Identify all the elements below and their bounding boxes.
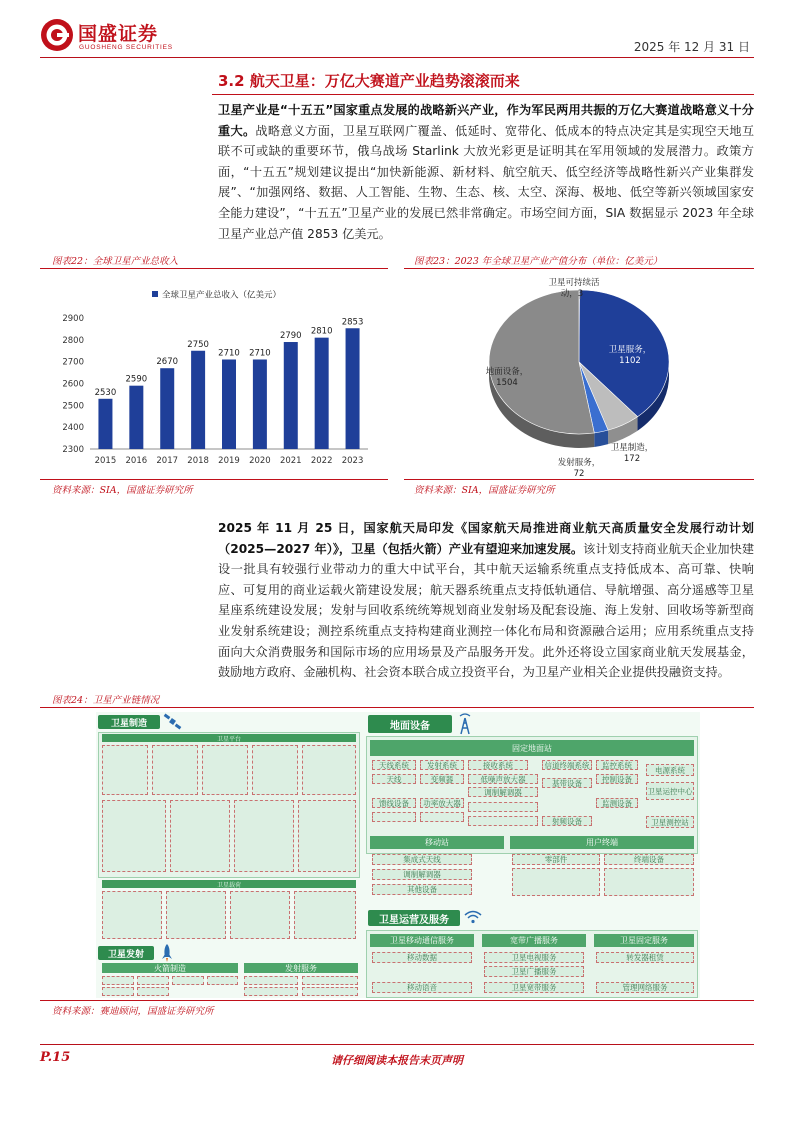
slice-label-ground: 地面设备， 1504	[485, 367, 529, 388]
bar-broadband: 宽带广播服务	[482, 934, 586, 947]
ops-cell: 卫星宽带服务	[484, 982, 584, 993]
logo-mark-icon	[40, 18, 74, 52]
y-tick-label: 2900	[62, 314, 84, 324]
sat-cell	[234, 800, 294, 872]
header-ops: 卫星运营及服务	[368, 910, 460, 926]
ground-cell: 射频设备	[542, 816, 592, 826]
y-tick-label: 2500	[62, 401, 84, 412]
figure-24-caption: 图表24：卫星产业链情况	[52, 695, 160, 706]
wifi-icon	[464, 910, 482, 924]
ops-cell: 管理网络服务	[596, 982, 694, 993]
ops-cell: 卫星广播服务	[484, 966, 584, 977]
launch-cell	[244, 987, 298, 996]
ground-cell: 监控系统	[596, 760, 638, 770]
logo-text: 国盛证券	[78, 23, 159, 45]
bar-value-label: 2853	[341, 317, 364, 328]
bar-fixed-service: 卫星固定服务	[594, 934, 694, 947]
slice-label-service: 卫星服务， 1102	[608, 345, 652, 366]
header-sat-mfg: 卫星制造	[98, 715, 160, 729]
bar	[191, 351, 205, 449]
bar-value-label: 2710	[218, 348, 240, 359]
x-tick-label: 2018	[187, 456, 209, 466]
figure-23-rule	[404, 268, 754, 269]
report-date: 2025 年 12 月 31 日	[633, 40, 750, 54]
terminal-cell	[512, 868, 600, 896]
revenue-bar-chart	[40, 272, 388, 472]
header-launch: 卫星发射	[98, 946, 154, 960]
sat-cell	[298, 800, 356, 872]
ground-cell	[420, 812, 464, 822]
slice-label-launch: 发射服务， 72	[557, 458, 601, 479]
ground-cell: 天线	[372, 774, 416, 784]
terminal-cell: 终端设备	[604, 854, 694, 865]
bar-value-label: 2530	[94, 387, 117, 398]
bar-launch-service: 发射服务	[244, 963, 358, 973]
sat-cell	[294, 891, 356, 939]
bar-payload: 卫星载荷	[102, 880, 356, 888]
bar	[284, 342, 298, 449]
ops-cell: 转发器租赁	[596, 952, 694, 963]
ops-cell: 卫星电视服务	[484, 952, 584, 963]
x-tick-label: 2019	[218, 456, 240, 466]
ground-cell: 功率放大器	[420, 798, 464, 808]
bar	[346, 328, 360, 449]
ground-cell	[468, 816, 538, 826]
x-tick-label: 2015	[94, 456, 117, 466]
figure-24-source: 资料来源：赛迪顾问，国盛证券研究所	[52, 1006, 214, 1017]
launch-cell	[244, 976, 298, 985]
x-tick-label: 2016	[125, 456, 148, 466]
bar-fixed-station: 固定地面站	[370, 740, 694, 756]
slice-label-manufacturing: 卫星制造， 172	[610, 443, 654, 464]
industry-chain-diagram	[96, 712, 700, 998]
y-tick-label: 2700	[62, 357, 84, 368]
ground-cell: 卫星运控中心	[646, 782, 694, 800]
satellite-icon	[164, 714, 182, 730]
sat-cell	[102, 745, 148, 795]
x-tick-label: 2017	[156, 456, 179, 466]
paragraph-body: 该计划支持商业航天企业加快建设一批具有较强行业带动力的重大中试平台，其中航天运输系统重点支持低成本、高可靠、快响应、可复用的商业运载火箭建设发展；航天器系统重点支持低轨通信、导航增强、高分遥感等卫星星座系统建设发展；发射与回收系统统筹规划商业发射场及配套设施、海上发射、回收场等新型商业发射系统建设；测控系统重点支持构建商业测控一体化布局和资源融合运用；应用系统重点支持面向大众消费服务和国际市场的应用场景及产品服务开发。此外还将设立国家商业航天发展基金，鼓励地方政府、金融机构、社会资本联合成立投资平台，为卫星产业相关企业提供投融资支持。	[218, 541, 755, 680]
y-tick-label: 2300	[62, 445, 84, 455]
terminal-cell	[604, 868, 694, 896]
x-tick-label: 2021	[279, 456, 302, 466]
rocket-cell	[172, 976, 204, 985]
paragraph-satellite-industry	[218, 100, 754, 244]
tower-icon	[458, 714, 472, 734]
legend-label: 全球卫星产业总收入（亿美元）	[162, 290, 282, 301]
bar-value-label: 2810	[310, 326, 333, 337]
x-tick-label: 2020	[249, 456, 271, 466]
bar-mobile-comm: 卫星移动通信服务	[370, 934, 474, 947]
terminal-cell: 零部件	[512, 854, 600, 865]
bar-user-terminal: 用户终端	[510, 836, 694, 849]
disclaimer-note: 请仔细阅读本报告末页声明	[331, 1054, 463, 1067]
bar	[253, 359, 267, 449]
ground-cell: 低噪声放大器	[468, 774, 538, 784]
ops-cell: 移动语音	[372, 982, 472, 993]
logo-subtext: GUOSHENG SECURITIES	[79, 44, 173, 51]
sat-cell	[166, 891, 226, 939]
mobile-cell: 集成式天线	[372, 854, 472, 865]
paragraph-lead: 2025 年 11 月 25 日，国家航天局印发《国家航天局推进商业航天高质量安全发展行动计划（2025—2027 年）》，卫星（包括火箭）产业有望迎来加速发展。	[218, 521, 754, 556]
header-divider	[40, 57, 754, 58]
y-tick-label: 2800	[62, 335, 84, 346]
bar-value-label: 2710	[249, 348, 271, 359]
sat-cell	[102, 891, 162, 939]
y-tick-label: 2600	[62, 379, 84, 390]
mobile-cell: 调制解调器	[372, 869, 472, 880]
ops-cell: 移动数据	[372, 952, 472, 963]
ground-cell: 调制解调器	[468, 787, 538, 797]
bar-value-label: 2670	[156, 357, 179, 368]
rocket-cell	[137, 976, 169, 985]
ground-cell	[372, 812, 416, 822]
figure-24-rule	[40, 707, 754, 708]
ground-cell: 信道终端系统	[542, 760, 592, 770]
figure-22-caption: 图表22：全球卫星产业总收入	[52, 256, 179, 267]
bar	[315, 338, 329, 449]
sat-cell	[202, 745, 248, 795]
bar-rocket-mfg: 火箭制造	[102, 963, 238, 973]
rocket-cell	[137, 987, 169, 996]
bar-platform: 卫星平台	[102, 734, 356, 742]
ground-cell: 接收系统	[468, 760, 528, 770]
bar-mobile-station: 移动站	[370, 836, 504, 849]
ground-cell	[468, 802, 538, 812]
figure-23-caption: 图表23：2023 年全球卫星产业产值分布（单位：亿美元）	[414, 256, 663, 267]
section-title: 3.2 航天卫星：万亿大赛道产业趋势滚滚而来	[218, 72, 520, 90]
figure-22-rule	[40, 268, 388, 269]
company-logo	[40, 18, 180, 58]
ground-cell: 卫星测控站	[646, 816, 694, 828]
paragraph-lead: 卫星产业是“十五五”国家重点发展的战略新兴产业，作为军民两用共振的万亿大赛道战略意义十分重大。	[218, 103, 754, 138]
figure-22-source: 资料来源：SIA，国盛证券研究所	[52, 485, 193, 496]
bar-value-label: 2590	[125, 374, 148, 385]
footer-divider	[40, 1044, 754, 1045]
bar-value-label: 2750	[187, 339, 209, 350]
bar-value-label: 2790	[279, 331, 302, 342]
sat-cell	[230, 891, 290, 939]
ground-cell: 天线系统	[372, 760, 416, 770]
paragraph-policy	[218, 518, 754, 683]
rocket-cell	[207, 976, 238, 985]
legend-swatch	[152, 291, 158, 297]
figure-22-bottom-rule	[40, 479, 388, 480]
launch-cell	[302, 976, 358, 985]
ground-cell: 变频器	[420, 774, 464, 784]
x-tick-label: 2022	[310, 456, 333, 466]
bar	[222, 359, 236, 449]
section-divider	[212, 94, 754, 95]
sat-cell	[302, 745, 356, 795]
ground-cell: 基带设备	[542, 778, 592, 788]
header-ground: 地面设备	[368, 715, 452, 733]
bar	[160, 368, 174, 449]
rocket-icon	[160, 944, 174, 962]
ground-cell: 监测设备	[596, 798, 638, 808]
bar	[129, 386, 143, 449]
sat-cell	[170, 800, 230, 872]
distribution-pie-chart	[404, 272, 754, 479]
bar	[98, 399, 112, 449]
ground-cell: 电源系统	[646, 764, 694, 776]
slice-label-sustainable: 卫星可持续活动，3	[548, 278, 600, 299]
sat-cell	[252, 745, 298, 795]
figure-23-source: 资料来源：SIA，国盛证券研究所	[414, 485, 555, 496]
ground-cell: 馈线设备	[372, 798, 416, 808]
x-tick-label: 2023	[341, 456, 364, 466]
paragraph-body: 战略意义方面，卫星互联网广覆盖、低延时、宽带化、低成本的特点决定其是实现空天地互联不可或缺的重要环节，俄乌战场 Starlink 大放光彩更是证明其在军用领域的发展潜力。政策方面，“十五五”规划建议提出“加快新能源、新材料、航空航天、低空经济等战略性新兴产业集群发展”、“加强网络、数据、人工智能、生物、生态、核、太空、深海、极地、低空等新兴领域国家安全能力建设”，“十五五”卫星产业的发展已然非常确定。市场空间方面，SIA 数据显示 2023 年全球卫星产业总产值 2853 亿美元。	[218, 123, 755, 241]
rocket-cell	[102, 987, 134, 996]
sat-cell	[102, 800, 166, 872]
mobile-cell: 其他设备	[372, 884, 472, 895]
ground-cell: 控制设备	[596, 774, 638, 784]
page-number: P.15	[40, 1050, 71, 1065]
rocket-cell	[102, 976, 134, 985]
y-tick-label: 2400	[62, 423, 84, 434]
figure-24-bottom-rule	[40, 1000, 754, 1001]
launch-cell	[302, 987, 358, 996]
ground-cell: 发射系统	[420, 760, 464, 770]
figure-23-bottom-rule	[404, 479, 754, 480]
sat-cell	[152, 745, 198, 795]
